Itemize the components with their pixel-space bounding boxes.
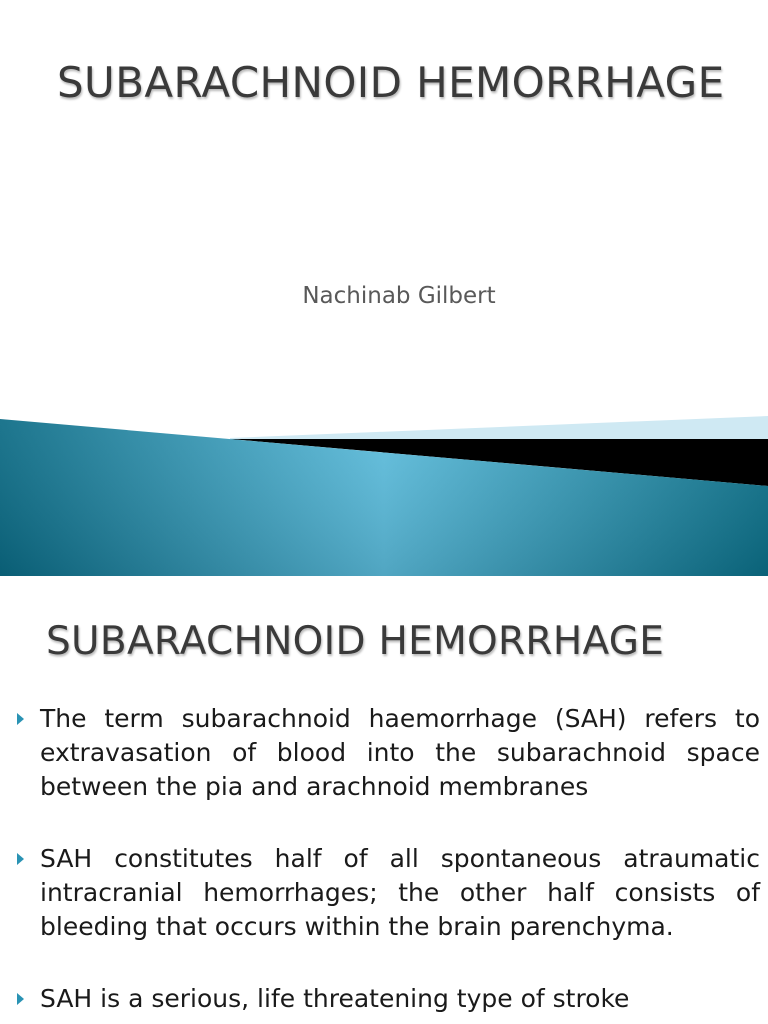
bullet-item <box>0 702 768 804</box>
author-name: Nachinab Gilbert <box>302 283 496 309</box>
content-slide <box>0 576 768 1024</box>
bullet-list <box>0 702 768 1024</box>
bullet-text: SAH is a serious, life threatening type of stroke <box>40 984 630 1013</box>
bullet-text: The term subarachnoid haemorrhage (SAH) refers to extravasation of blood into the subarachnoid space between the pia and arachnoid membranes <box>40 704 760 801</box>
triangle-bullet-icon <box>17 853 24 865</box>
pale-blue-stripe <box>230 416 768 440</box>
bullet-item <box>0 982 768 1016</box>
content-slide-heading: SUBARACHNOID HEMORRHAGE <box>46 619 665 664</box>
triangle-bullet-icon <box>17 993 24 1005</box>
bullet-text: SAH constitutes half of all spontaneous atraumatic intracranial hemorrhages; the other half consists of bleeding that occurs within the brain parenchyma. <box>40 844 760 941</box>
title-slide-heading: SUBARACHNOID HEMORRHAGE <box>57 58 725 107</box>
triangle-bullet-icon <box>17 713 24 725</box>
bullet-item <box>0 842 768 944</box>
